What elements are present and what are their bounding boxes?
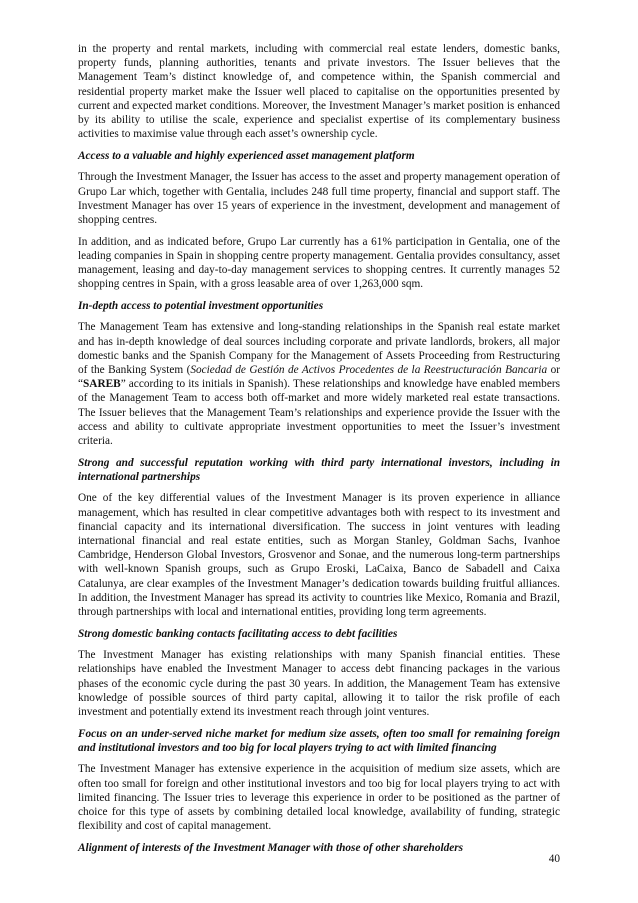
heading-investment-opportunities: In-depth access to potential investment opportunities [78,299,324,312]
heading-banking-contacts: Strong domestic banking contacts facilitating access to debt facilities [78,627,398,640]
paragraph-platform-staff: Through the Investment Manager, the Issuer has access to the asset and property management operation of Grupo Lar which, together with Gentalia, includes 248 full time property, financial and support staff. The Investment Manager has over 15 years of experience in the investment, development and management of shopping centres. [78,171,560,227]
paragraph-alliance-management: One of the key differential values of the Investment Manager is its proven experience in alliance management, which has resulted in clear competitive advantages both with respect to its investment and financial capacity and its international diversification. The success in joint ventures with leading international financial and real estate entities, such as Morgan Stanley, Goldman Sachs, Ivanhoe Cambridge, Henderson Global Investors, Grosvenor and Sonae, and the numerous long-term partnerships with well-known Spanish groups, such as Grupo Eroski, LaCaixa, Banco de Sabadell and Caixa Catalunya, are clear examples of the Investment Manager’s dedication towards building fruitful alliances. In addition, the Investment Manager has spread its activity to countries like Mexico, Romania and Brazil, through partnerships with local and international entities, providing long term agreements. [78,492,560,619]
paragraph-deal-sources [78,320,560,448]
paragraph-market-knowledge: in the property and rental markets, including with commercial real estate lenders, domestic banks, property funds, planning authorities, tenants and private investors. The Issuer believes that the Management Team’s distinct knowledge of, and competence within, the Spanish commercial and residential property market make the Issuer well placed to capitalise on the opportunities presented by current and expected market conditions. Moreover, the Investment Manager’s market position is enhanced by its ability to utilise the scale, experience and specialist expertise of its complementary business activities to maximise value through each asset’s ownership cycle. [78,43,560,141]
heading-niche-market: Focus on an under-served niche market for medium size assets, often too small for remaining foreign and institutional investors and too big for local players trying to act with limited financing [78,727,560,754]
heading-alignment-of-interests: Alignment of interests of the Investment Manager with those of other shareholders [78,841,464,854]
deal-sources-text-start: The Management Team has extensive and long-standing relationships in the Spanish real estate market and has in-depth knowledge of deal sources including corporate and private landlords, brokers, all major domestic banks and the Spanish Company for the Management of Assets Proceeding from Restructuring of the Banking System ( [78,321,560,377]
heading-international-investors: Strong and successful reputation working with third party international investors, including in international partnerships [78,456,560,483]
paragraph-gentalia: In addition, and as indicated before, Grupo Lar currently has a 61% participation in Gentalia, one of the leading companies in Spain in shopping centre property management. Gentalia provides consultancy, asset management, leasing and day-to-day management services to shopping centres. It currently manages 52 shopping centres in Spain, with a gross leasable area of over 1,263,000 sqm. [78,235,560,291]
deal-sources-text-end: ” according to its initials in Spanish). These relationships and knowledge have enabled members of the Management Team to access both off-market and more widely marketed real estate transactions. The Issuer believes that the Management Team’s relationships and experience provide the Issuer with the access and ability to cultivate appropriate investment opportunities to meet the Issuer’s investment criteria. [78,378,560,448]
paragraph-medium-size-assets: The Investment Manager has extensive experience in the acquisition of medium size assets, which are often too small for foreign and other institutional investors and too big for local players trying to act with limited financing. The Issuer tries to leverage this experience in order to be positioned as the partner of choice for this type of assets by combining detailed local knowledge, availability of funding, strategic flexibility and cost of capital management. [78,763,560,833]
sareb-acronym: SAREB [83,378,121,391]
heading-asset-management-platform: Access to a valuable and highly experienced asset management platform [78,149,415,162]
deal-sources-text-middle: or “ [78,364,560,391]
document-body [78,42,560,862]
paragraph-financial-entities: The Investment Manager has existing relationships with many Spanish financial entities. These relationships have enabled the Investment Manager to access debt financing packages in the various phases of the economic cycle during the past 30 years. In addition, the Management Team has extensive knowledge of possible sources of third party capital, allowing it to tailor the risk profile of each investment and potentially extend its investment reach through joint ventures. [78,649,560,719]
sareb-spanish-name: Sociedad de Gestión de Activos Procedentes de la Reestructuración Bancaria [190,364,548,377]
page-number: 40 [548,853,560,865]
